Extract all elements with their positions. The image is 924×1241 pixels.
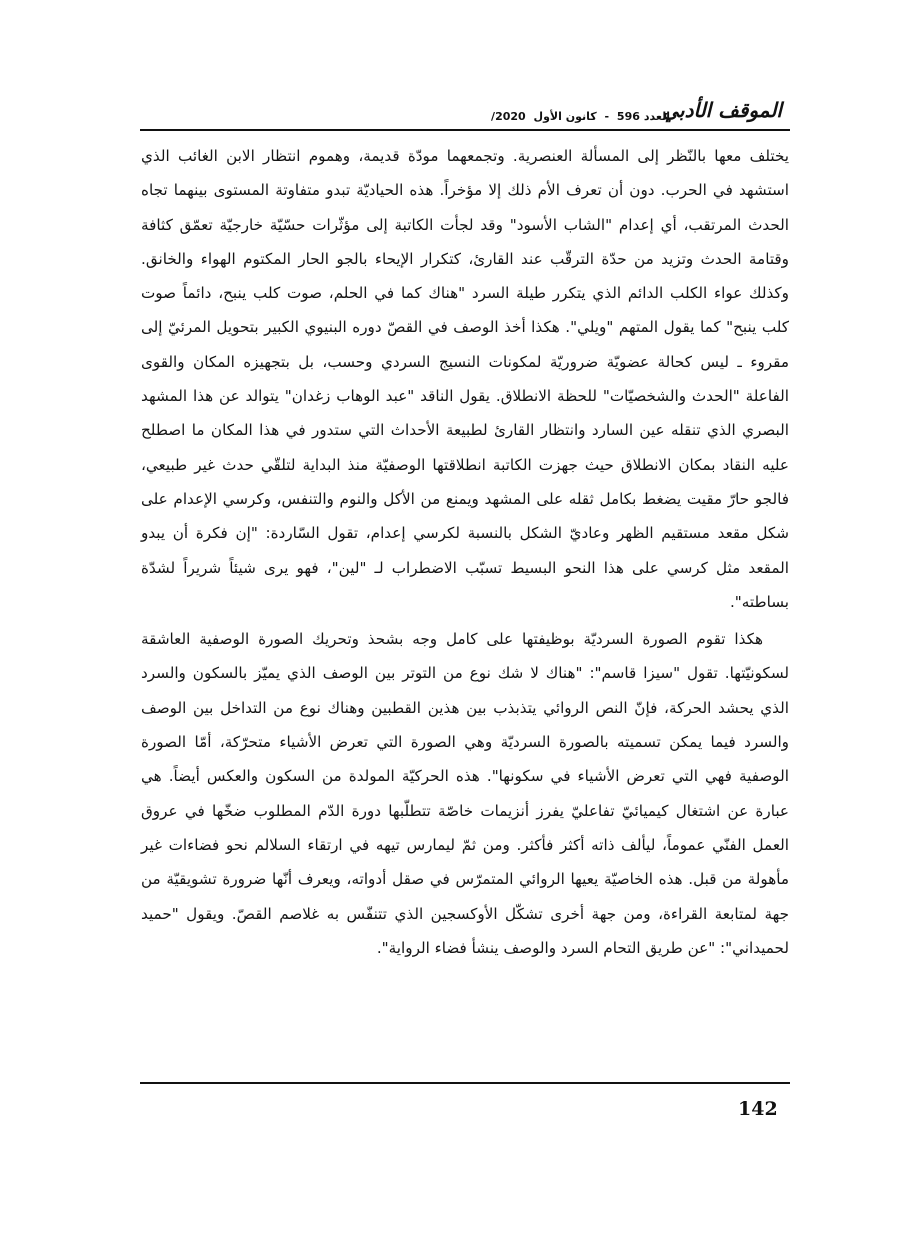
magazine-logo: الموقف الأدبي bbox=[662, 98, 782, 122]
issue-year: 2020/ bbox=[491, 110, 526, 123]
running-header bbox=[140, 88, 790, 128]
header-rule bbox=[140, 129, 790, 131]
issue-number: 596 bbox=[616, 110, 640, 123]
paragraph-2: هكذا تقوم الصورة السرديّة بوظيفتها على كامل وجه بشحذ وتحريك الصورة الوصفية العاشقة لسكونيّتها. تقول "سيزا قاسم": "هناك لا شك نوع من التوتر بين الوصف الذي يميّز بالسكون والسرد الذي يحشد الحركة، فإنّ النص الروائي يتذبذب بين هذين القطبين وهناك نوع من التداخل بين الوصف والسرد فيما يمكن تسميته بالصورة السرديّة وهي الصورة التي تعرض الأشياء متحرّكة، أمّا الصورة الوصفية فهي التي تعرض الأشياء في سكونها". هذه الحركيّة المولدة من السكون والعكس أيضاً. هي عبارة عن اشتغال كيميائيّ تفاعليّ يفرز أنزيمات خاصّة تتطلّبها دورة الدّم المطلوب ضخّها في عروق العمل الفنّي عموماً، ليألف ذاته أكثر فأكثر. ومن ثمّ ليمارس تيهه في ارتقاء السلالم نحو فضاءات غير مأهولة من قبل. هذه الخاصيّة يعيها الروائي المتمرّس في صقل أدواته، ويعرف أنّها ضرورة تشويقيّة من جهة لمتابعة القراءة، ومن جهة أخرى تشكّل الأوكسجين الذي تتنفّس به غلاصم القصّ. ويقول "حميد لحميداني": "عن طريق التحام السرد والوصف ينشأ فضاء الرواية". bbox=[141, 630, 789, 957]
issue-info bbox=[489, 110, 672, 123]
issue-label: العدد bbox=[643, 110, 670, 123]
issue-month: كانون الأول bbox=[533, 110, 597, 123]
paragraph-1: يختلف معها بالنّظر إلى المسألة العنصرية. وتجمعهما مودّة قديمة، وهموم انتظار الابن الغائب الذي استشهد في الحرب. دون أن تعرف الأم ذلك إلا مؤخراً. هذه الحياديّة تبدو متفاوتة المستوى بينهما تجاه الحدث المرتقب، أي إعدام "الشاب الأسود" وقد لجأت الكاتبة إلى مؤثّرات حسّيّة خارجيّة تعمّق كثافة وقتامة الحدث وتزيد من حدّة الترقّب عند القارئ، كتكرار الإيحاء بالجو الحار المكتوم الهواء والخانق. وكذلك عواء الكلب الدائم الذي يتكرر طيلة السرد "هناك كما في الحلم، صوت كلب ينبح، دائماً صوت كلب ينبح" كما يقول المتهم "ويلي". هكذا أخذ الوصف في القصّ دوره البنيوي الكبير بتحويل المرئيّ إلى مقروء ـ ليس كحالة عضويّة ضروريّة لمكونات النسيج السردي وحسب، بل بتجهيزه المكان والقوى الفاعلة "الحدث والشخصيّات" للحظة الانطلاق. يقول الناقد "عبد الوهاب زغدان" يتوالد عن هذا المشهد البصري الذي تنقله عين السارد وانتظار القارئ لطبيعة الأحداث التي ستدور في هذا المكان ما اصطلح عليه النقاد بمكان الانطلاق حيث جهزت الكاتبة انطلاقتها الوصفيّة منذ البداية لتلقّي حدث غير طبيعي، فالجو حارّ مقيت يضغط بكامل ثقله على المشهد ويمنع من الأكل والنوم والتنفس، وكرسي الإعدام على شكل مقعد مستقيم الظهر وعاديّ الشكل بالنسبة لكرسي إعدام، تقول السّاردة: "إن فكرة أن يبدو المقعد مثل كرسي على هذا النحو البسيط تسبّب الاضطراب لـ "لين"، فهو يرى شيئاً شريراً لشدّة بساطته". bbox=[141, 147, 789, 611]
article-body bbox=[141, 139, 789, 965]
page-number: 142 bbox=[738, 1098, 778, 1120]
issue-separator: - bbox=[604, 110, 610, 123]
footer-rule bbox=[140, 1082, 790, 1084]
